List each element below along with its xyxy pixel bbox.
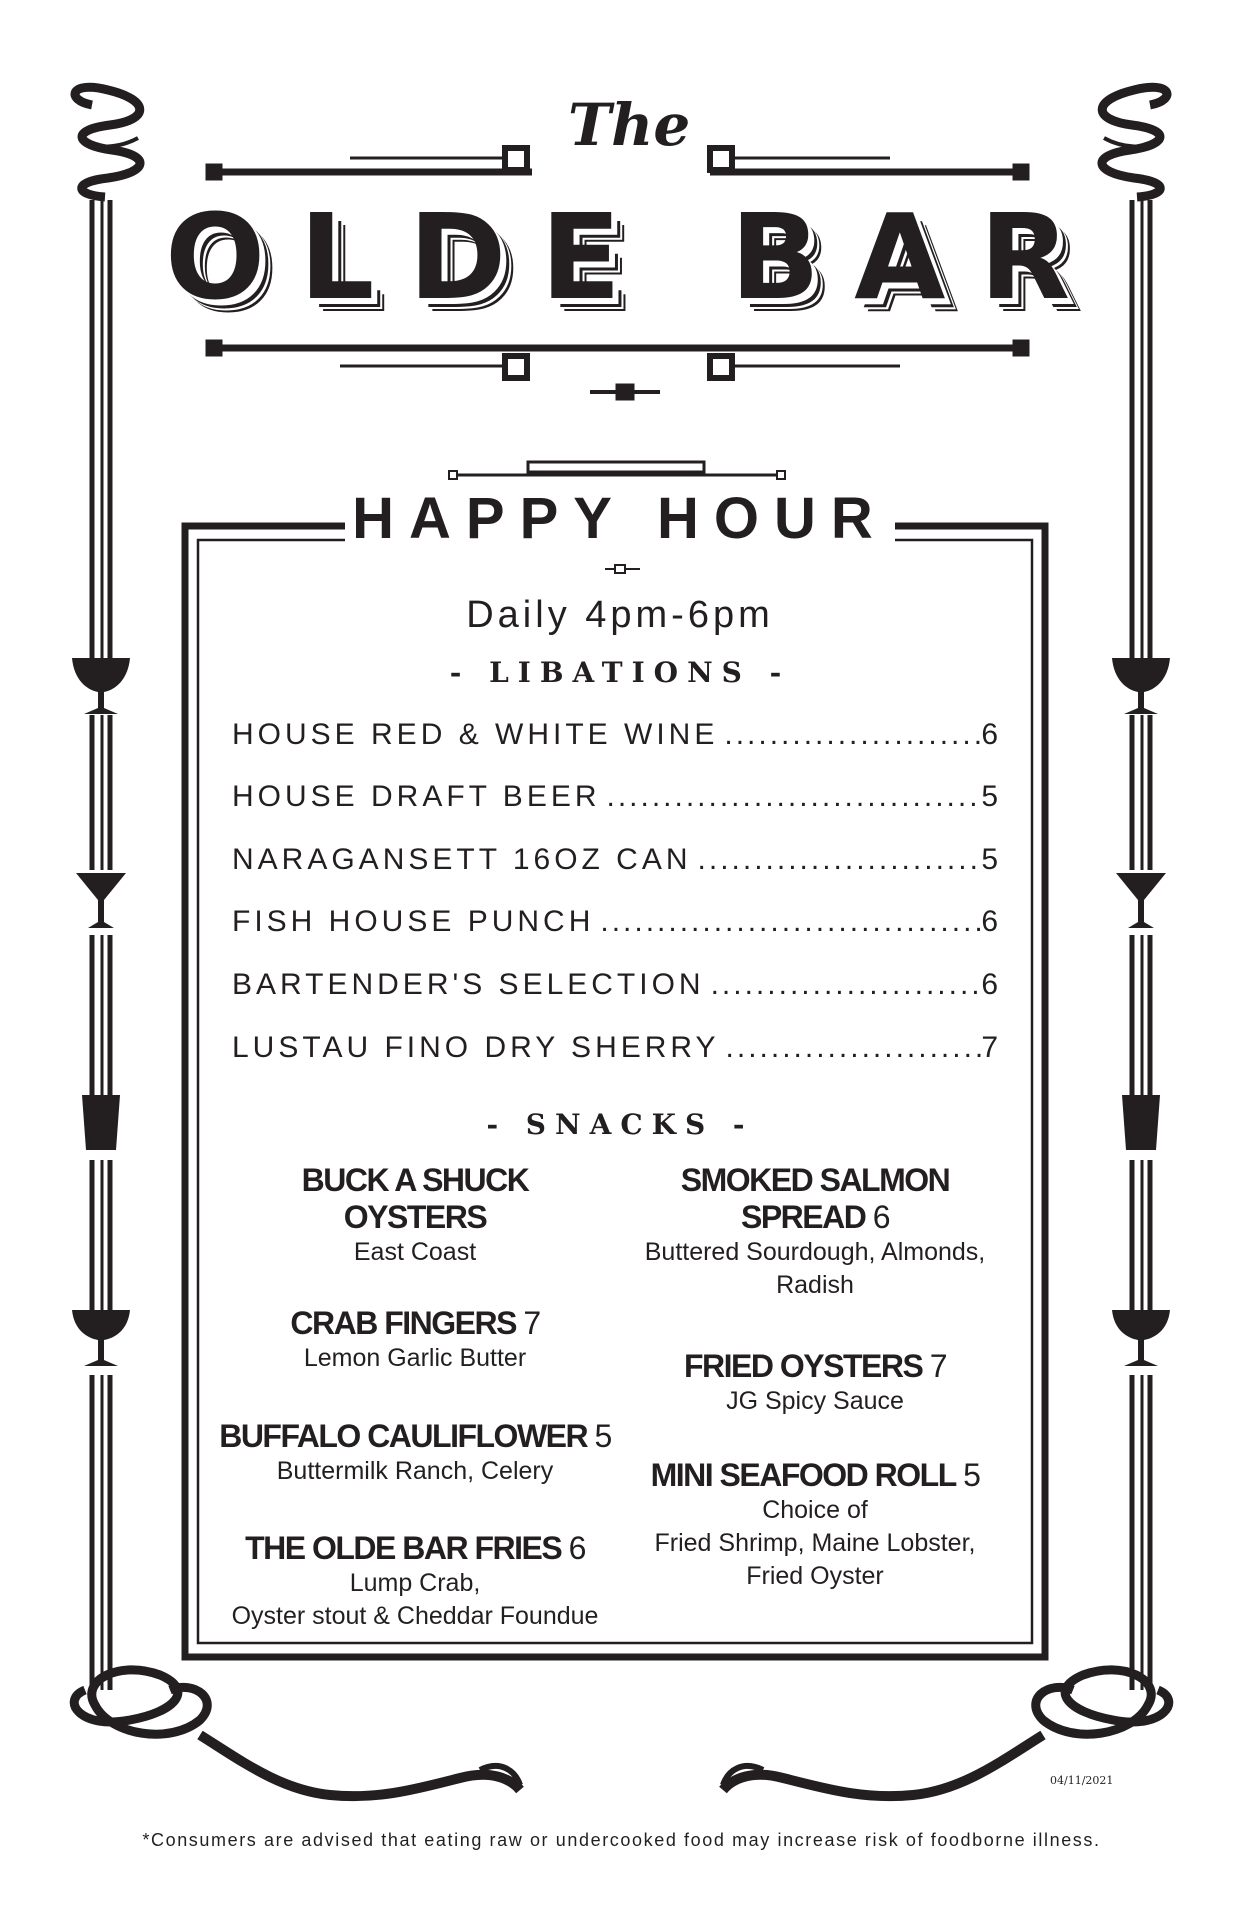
list-item — [232, 1028, 998, 1068]
snack-title: FRIED OYSTERS 7 — [684, 1348, 946, 1384]
snack-title: SMOKED SALMON — [680, 1162, 950, 1198]
dot-leader — [594, 902, 981, 942]
health-disclaimer: *Consumers are advised that eating raw or undercooked food may increase risk of foodborne illness. — [142, 1830, 1101, 1850]
snack-description: Lemon Garlic Butter — [303, 1344, 527, 1372]
coupe-glass-icon — [1112, 1310, 1170, 1366]
item-name: LUSTAU FINO DRY SHERRY — [232, 1031, 720, 1064]
snack-price: 5 — [963, 1457, 980, 1493]
list-item — [232, 777, 998, 817]
dot-leader — [692, 840, 982, 880]
snack-description: East Coast — [353, 1238, 477, 1266]
snack-title: CRAB FINGERS 7 — [290, 1305, 540, 1341]
snack-price: 6 — [872, 1199, 890, 1235]
snack-description: Lump Crab, — [349, 1569, 481, 1597]
item-name: HOUSE RED & WHITE WINE — [232, 718, 719, 751]
snack-price: 7 — [523, 1305, 540, 1341]
item-price: 6 — [981, 905, 998, 938]
dot-leader — [720, 1028, 982, 1068]
snack-item — [615, 1457, 1015, 1593]
happy-hour-times: Daily 4pm-6pm — [466, 594, 774, 636]
snack-description-line3: Fried Oyster — [746, 1562, 884, 1590]
snack-price: 6 — [568, 1530, 585, 1566]
snack-item — [215, 1305, 615, 1375]
scroll-swirl-icon — [74, 1670, 520, 1796]
snack-description-line2: Radish — [776, 1271, 854, 1299]
item-price: 7 — [981, 1031, 998, 1064]
snack-title: BUFFALO CAULIFLOWER 5 — [219, 1418, 611, 1454]
tumbler-glass-icon — [82, 1095, 120, 1150]
martini-glass-icon — [1116, 873, 1166, 928]
item-price: 6 — [981, 968, 998, 1001]
snack-item — [200, 1530, 630, 1633]
cocktail-glass-icon — [72, 658, 130, 714]
dot-leader — [705, 965, 982, 1005]
coupe-glass-icon — [72, 1310, 130, 1366]
snack-title: THE OLDE BAR FRIES 6 — [245, 1530, 585, 1566]
snack-description-line2: Fried Shrimp, Maine Lobster, — [654, 1529, 976, 1557]
snack-item — [615, 1348, 1015, 1418]
martini-glass-icon — [76, 873, 126, 928]
title-the: The — [568, 91, 691, 159]
header-rule-bottom — [206, 340, 1029, 400]
snacks-heading: - SNACKS - — [486, 1108, 754, 1141]
item-name: FISH HOUSE PUNCH — [232, 905, 595, 938]
happy-hour-title: HAPPY HOUR — [350, 490, 890, 548]
bar-name-title: OLDE BAR — [165, 188, 1105, 326]
list-item — [232, 902, 998, 942]
dot-leader — [718, 715, 981, 755]
snack-description: Buttered Sourdough, Almonds, — [644, 1238, 986, 1266]
snack-title: BUCK A SHUCK — [301, 1162, 529, 1198]
snack-title-line2: OYSTERS — [343, 1199, 487, 1235]
snack-price: 7 — [929, 1348, 946, 1384]
libations-heading: - LIBATIONS - — [449, 656, 791, 689]
snack-item — [215, 1162, 615, 1269]
item-price: 5 — [981, 780, 998, 813]
snack-description: Buttermilk Ranch, Celery — [276, 1457, 554, 1485]
cocktail-glass-icon — [1112, 658, 1170, 714]
snack-title-line2: SPREAD 6 — [740, 1199, 890, 1235]
snack-item — [615, 1162, 1015, 1302]
item-name: NARAGANSETT 16OZ CAN — [232, 843, 692, 876]
item-price: 5 — [981, 843, 998, 876]
dot-leader — [601, 777, 982, 817]
print-date: 04/11/2021 — [1050, 1774, 1114, 1787]
snack-item — [200, 1418, 630, 1488]
list-item — [232, 840, 998, 880]
list-item — [232, 965, 998, 1005]
item-price: 6 — [981, 718, 998, 751]
snack-description: Choice of — [762, 1496, 868, 1524]
snack-description: JG Spicy Sauce — [726, 1387, 904, 1415]
item-name: BARTENDER'S SELECTION — [232, 968, 705, 1001]
snack-description-line2: Oyster stout & Cheddar Foundue — [231, 1602, 599, 1630]
snack-title: MINI SEAFOOD ROLL 5 — [650, 1457, 980, 1493]
tumbler-glass-icon — [1122, 1095, 1160, 1150]
snack-price: 5 — [594, 1418, 611, 1454]
item-name: HOUSE DRAFT BEER — [232, 780, 601, 813]
list-item — [232, 715, 998, 755]
